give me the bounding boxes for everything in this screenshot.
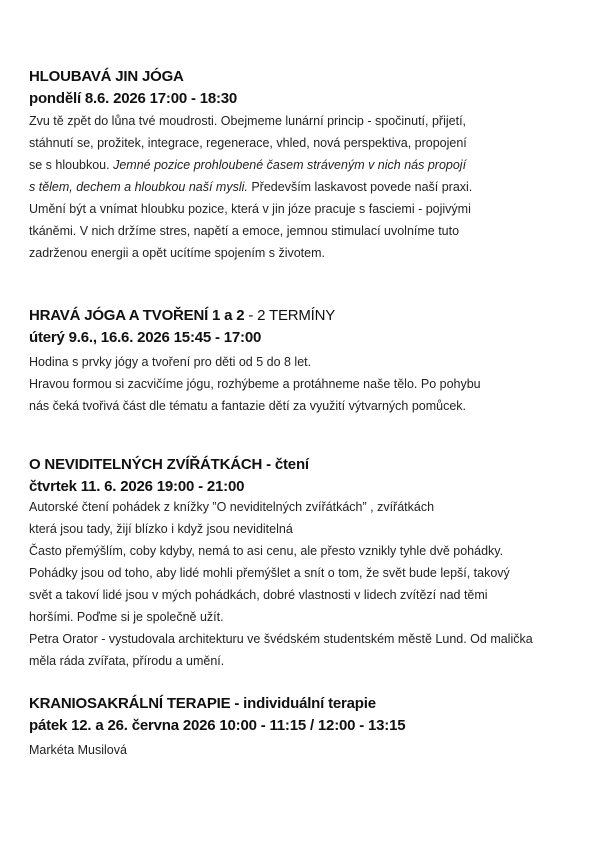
description-line: tkáněmi. V nich držíme stres, napětí a emoce, jemnou stimulací uvolníme tuto	[29, 224, 460, 238]
description-line: horšími. Poďme si je společně užít.	[29, 610, 224, 624]
event-description	[29, 739, 600, 761]
description-line: Zvu tě zpět do lůna tvé moudrosti. Obejmeme lunární princip - spočinutí, přijetí,	[29, 114, 467, 128]
description-line: Často přemýšlím, coby kdyby, nemá to asi cenu, ale přesto vznikly tyhle dvě pohádky.	[29, 544, 504, 558]
event-title: KRANIOSAKRÁLNÍ TERAPIE - individuální terapie	[29, 695, 376, 712]
description-line: Autorské čtení pohádek z knížky ”O neviditelných zvířátkách” , zvířátkách	[29, 500, 435, 514]
event-date: pátek 12. a 26. června 2026 10:00 - 11:15 / 12:00 - 13:15	[29, 717, 406, 734]
event-date: čtvrtek 11. 6. 2026 19:00 - 21:00	[29, 478, 245, 495]
event-title-main: HRAVÁ JÓGA A TVOŘENÍ 1 a 2	[29, 307, 245, 324]
event-title: HLOUBAVÁ JIN JÓGA	[29, 68, 184, 85]
event-hloubava-jin-joga	[29, 66, 600, 264]
description-line: Markéta Musilová	[29, 743, 127, 757]
description-line: která jsou tady, žijí blízko i když jsou neviditelná	[29, 522, 293, 536]
description-italic-text: s tělem, dechem a hloubkou naší mysli.	[29, 180, 248, 194]
event-title: O NEVIDITELNÝCH ZVÍŘÁTKÁCH - čtení	[29, 456, 309, 473]
event-hrava-joga	[29, 305, 600, 417]
event-date: pondělí 8.6. 2026 17:00 - 18:30	[29, 90, 238, 107]
event-title	[29, 305, 600, 327]
description-text: Především laskavost povede naší praxi.	[251, 180, 473, 194]
description-line	[29, 176, 600, 198]
description-line: Hodina s prvky jógy a tvoření pro děti od 5 do 8 let.	[29, 355, 312, 369]
description-line	[29, 154, 600, 176]
event-description	[29, 351, 600, 417]
description-line: Hravou formou si zacvičíme jógu, rozhýbeme a protáhneme naše tělo. Po pohybu	[29, 377, 481, 391]
description-line: měla ráda zvířata, přírodu a umění.	[29, 654, 225, 668]
event-description	[29, 496, 600, 672]
event-neviditelna-zviratka	[29, 454, 600, 672]
event-description	[29, 110, 600, 264]
description-italic-text: Jemné pozice prohloubené časem stráveným v nich nás propojí	[113, 158, 467, 172]
description-line: nás čeká tvořivá část dle tématu a fantazie dětí za využití výtvarných pomůcek.	[29, 399, 467, 413]
description-line: zadrženou energii a opět ucítíme spojením s životem.	[29, 246, 325, 260]
description-line: Pohádky jsou od toho, aby lidé mohli přemýšlet a snít o tom, že svět bude lepší, takový	[29, 566, 510, 580]
description-line: stáhnutí se, prožitek, integrace, regenerace, vhled, nová perspektiva, propojení	[29, 136, 467, 150]
description-line: svět a takoví lidé jsou v mých pohádkách, dobré vlastnosti v lidech zvítězí nad těmi	[29, 588, 488, 602]
description-line: Umění být a vnímat hloubku pozice, která v jin józe pracuje s fasciemi - pojivými	[29, 202, 471, 216]
event-kraniosakralni-terapie	[29, 693, 600, 761]
event-title-suffix: - 2 TERMÍNY	[244, 307, 336, 324]
description-text: se s hloubkou.	[29, 158, 110, 172]
description-line: Petra Orator - vystudovala architekturu ve švédském studentském městě Lund. Od malička	[29, 632, 533, 646]
event-date: úterý 9.6., 16.6. 2026 15:45 - 17:00	[29, 329, 262, 346]
